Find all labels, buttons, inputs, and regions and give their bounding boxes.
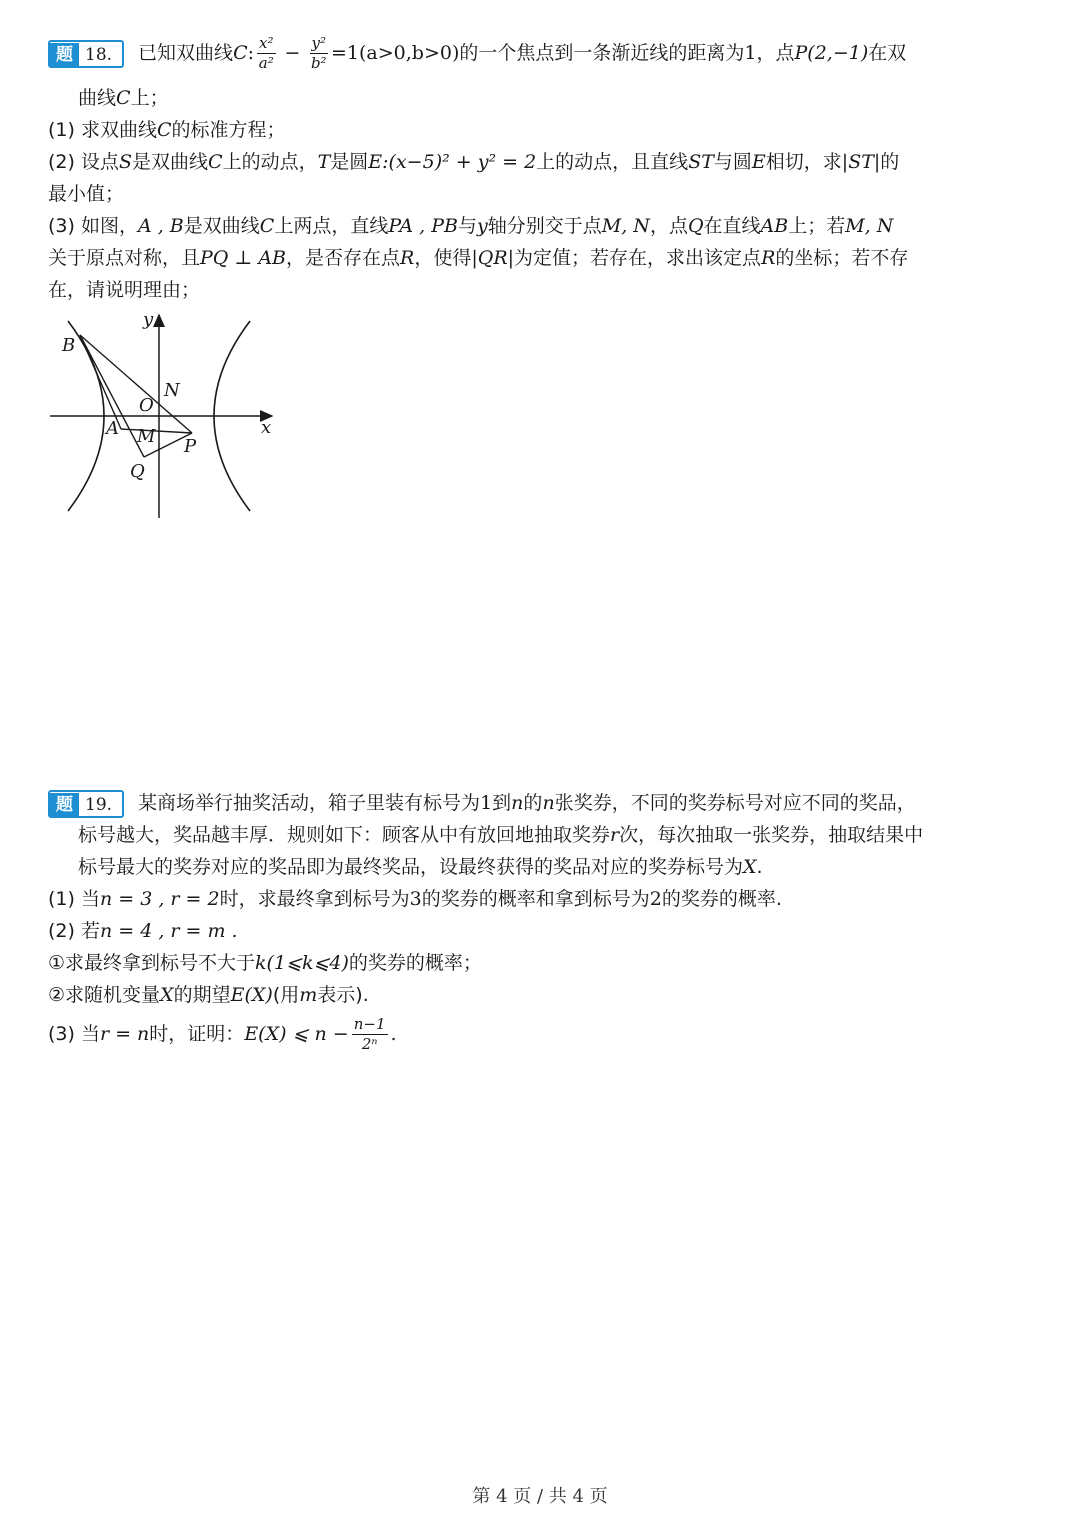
p19-line1: 题 19. 某商场举行抽奖活动，箱子里装有标号为1到n的n张奖券，不同的奖券标号对应不同的奖品， bbox=[48, 787, 1048, 819]
p18-q2-line2: 最小值； bbox=[48, 183, 125, 205]
label-P: P bbox=[184, 436, 197, 457]
p19-line3: 标号最大的奖券对应的奖品即为最终奖品，设最终获得的奖品对应的奖券标号为X. bbox=[78, 856, 763, 878]
label-B: B bbox=[62, 335, 76, 356]
frac-x2-a2: $\frac{\text{x²}}{\text{a²}}$ bbox=[258, 34, 274, 72]
p19-q2: (2) 若n = 4 , r = m . bbox=[48, 920, 238, 942]
p19-line2: 标号越大，奖品越丰厚．规则如下：顾客从中有放回地抽取奖券r次，每次抽取一张奖券，抽取结果中 bbox=[78, 824, 924, 846]
p18-line2: 曲线C上； bbox=[78, 87, 169, 109]
label-A: A bbox=[106, 418, 119, 439]
p19-q3: (3) 当r = n时，证明：E(X) ⩽ n − $\frac{n-1}{\text{2ⁿ}}$ . bbox=[48, 1015, 397, 1053]
frac-y2-b2: $\frac{\text{y²}}{\text{b²}}$ bbox=[310, 34, 327, 72]
p18-line1: 题 18. 已知双曲线C: $\frac{\text{x²}}{\text{a²}}$ − $\frac{\text{y²}}{\text{b²}}$ =1(a>0,b>0)的一个焦点到一条渐近线的距离为1，点P(2,−1)在双 bbox=[48, 36, 1048, 71]
p19-q1: (1) 当n = 3 , r = 2时，求最终拿到标号为3的奖券的概率和拿到标号为2的奖券的概率. bbox=[48, 888, 782, 910]
hyperbola-figure bbox=[40, 305, 290, 525]
label-y: y bbox=[143, 309, 154, 330]
label-M: M bbox=[137, 426, 156, 447]
label-O: O bbox=[139, 395, 154, 416]
frac-n-minus-1-over-2n: $\frac{n-1}{\text{2ⁿ}}$ bbox=[353, 1015, 386, 1053]
p19-q2-s2: ②求随机变量X的期望E(X)(用m表示). bbox=[48, 984, 369, 1006]
p19-tag: 题 19. bbox=[48, 790, 124, 818]
p18-q3-line3: 在，请说明理由； bbox=[48, 279, 201, 301]
p18-q2: (2) 设点S是双曲线C上的动点，T是圆E:(x−5)² + y² = 2上的动点，且直线ST与圆E相切，求|ST|的 bbox=[48, 151, 900, 173]
label-N: N bbox=[164, 380, 180, 401]
page-footer: 第 4 页 / 共 4 页 bbox=[472, 1486, 608, 1507]
p19-q2-s1: ①求最终拿到标号不大于k(1⩽k⩽4)的奖券的概率； bbox=[48, 952, 482, 974]
label-Q: Q bbox=[130, 461, 145, 482]
p18-q1: (1) 求双曲线C的标准方程； bbox=[48, 119, 286, 141]
label-x: x bbox=[261, 417, 272, 438]
p18-tag: 题 18. bbox=[48, 40, 124, 68]
line-BA bbox=[80, 335, 121, 429]
p18-q3: (3) 如图，A , B是双曲线C上两点，直线PA , PB与y轴分别交于点M, N，点Q在直线AB上；若M, N bbox=[48, 215, 894, 237]
p18-q3-line2: 关于原点对称，且PQ ⊥ AB，是否存在点R，使得|QR|为定值；若存在，求出该定点R的坐标；若不存 bbox=[48, 247, 909, 269]
